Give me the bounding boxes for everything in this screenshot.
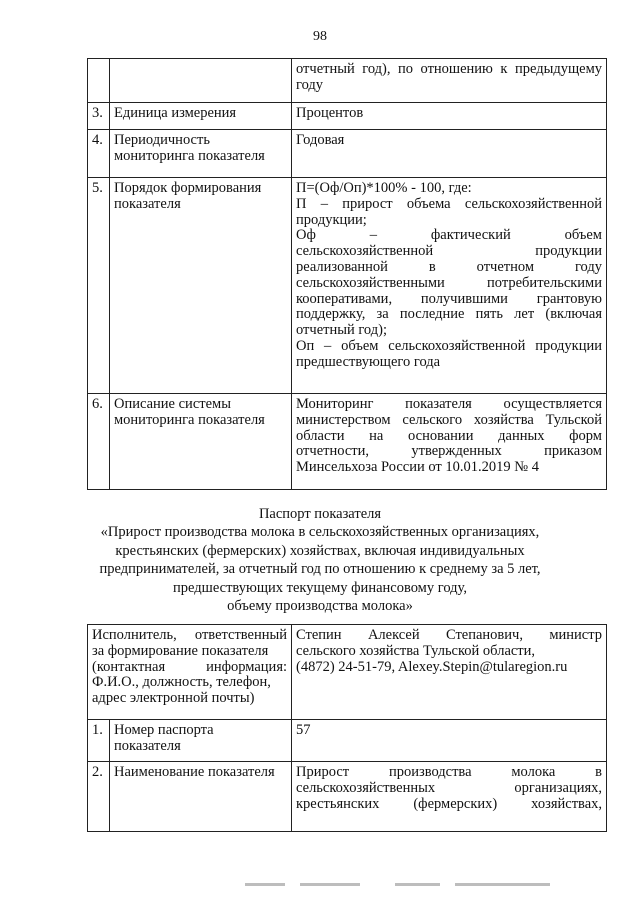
row-value: Мониторинг показателя осуществляется министерством сельского хозяйства Тульской области на основании данных форм отчетности, утвержденных приказом Минсельхоза России от 10.01.2019 № 4: [292, 394, 607, 490]
row-value: отчетный год), по отношению к предыдущему году: [292, 59, 607, 103]
row-number: 3.: [88, 103, 110, 130]
table-row: [88, 394, 607, 490]
row-value: Прирост производства молока в сельскохозяйственных организациях, крестьянских (фермерских) хозяйствах,: [292, 762, 607, 832]
page-number: 98: [313, 29, 327, 44]
row-number: 2.: [88, 762, 110, 832]
row-label: Описание системы мониторинга показателя: [110, 394, 292, 490]
table-row: [88, 59, 607, 103]
row-label: [110, 59, 292, 103]
passport-table: [87, 624, 607, 832]
row-number: 5.: [88, 178, 110, 394]
executor-contact: Степин Алексей Степанович, министр сельского хозяйства Тульской области, (4872) 24-51-79, Alexey.Stepin@tularegion.ru: [292, 625, 607, 720]
indicator-table-continued: [87, 58, 607, 490]
row-label: Номер паспорта показателя: [110, 720, 292, 762]
row-value: Процентов: [292, 103, 607, 130]
table-row: [88, 720, 607, 762]
row-value: 57: [292, 720, 607, 762]
passport-title-line: предшествующих текущему финансовому году,: [173, 579, 467, 596]
scan-artifact: [300, 883, 360, 886]
passport-title-line: крестьянских (фермерских) хозяйствах, включая индивидуальных: [115, 542, 525, 559]
passport-title: [60, 505, 580, 615]
scan-artifact: [245, 883, 285, 886]
table-row: [88, 130, 607, 178]
table-row: [88, 762, 607, 832]
passport-title-line: объему производства молока»: [227, 598, 413, 615]
row-label: Наименование показателя: [110, 762, 292, 832]
row-number: 4.: [88, 130, 110, 178]
table-row: [88, 178, 607, 394]
table-row: [88, 103, 607, 130]
row-label: Единица измерения: [110, 103, 292, 130]
row-number: [88, 59, 110, 103]
scan-artifact: [455, 883, 550, 886]
row-value: П=(Оф/Оп)*100% - 100, где: П – прирост объема сельскохозяйственной продукции; Оф – фактический объем сельскохозяйственной продукции реализованной в отчетном году сельскохозяйственными потребительскими кооперативами, получившими грантовую поддержку, за последние пять лет (включая отчетный год); Оп – объем сельскохозяйственной продукции предшествующего года: [292, 178, 607, 394]
row-label: Порядок формирования показателя: [110, 178, 292, 394]
executor-label: Исполнитель, ответственный за формирование показателя (контактная информация: Ф.И.О., должность, телефон, адрес электронной почты): [88, 625, 292, 720]
passport-title-line: «Прирост производства молока в сельскохозяйственных организациях,: [100, 524, 540, 541]
passport-heading: Паспорт показателя: [258, 506, 382, 522]
table-row: [88, 625, 607, 720]
row-label: Периодичность мониторинга показателя: [110, 130, 292, 178]
scan-artifact: [395, 883, 440, 886]
passport-title-line: предпринимателей, за отчетный год по отношению к среднему за 5 лет,: [99, 561, 541, 578]
row-value: Годовая: [292, 130, 607, 178]
row-number: 1.: [88, 720, 110, 762]
row-number: 6.: [88, 394, 110, 490]
